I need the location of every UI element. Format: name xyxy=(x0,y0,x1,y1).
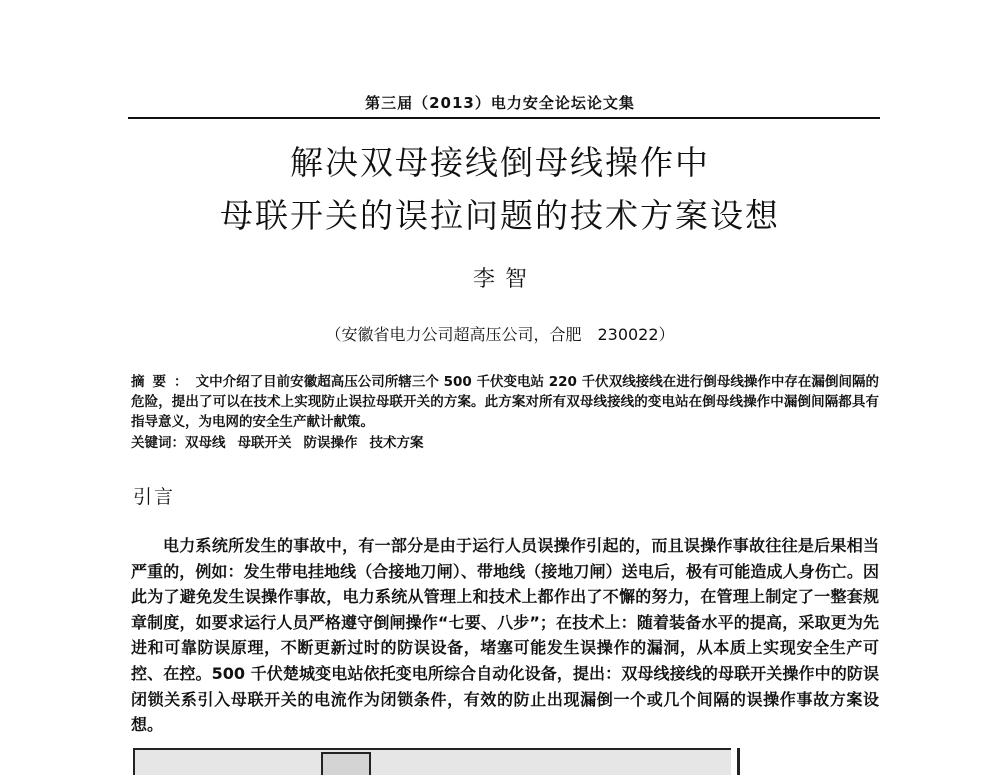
abstract xyxy=(131,372,879,432)
keyword-term: 母联开关 xyxy=(237,435,292,451)
keyword-term: 防误操作 xyxy=(303,435,358,451)
introduction-paragraph: 电力系统所发生的事故中，有一部分是由于运行人员误操作引起的，而且误操作事故往往是后果相当严重的，例如：发生带电挂地线（合接地刀闸）、带地线（接地刀闸）送电后，极有可能造成人身伤亡。因此为了避免发生误操作事故，电力系统从管理上和技术上都作出了不懈的努力，在管理上制定了一整套规章制度，如要求运行人员严格遵守倒闸操作“七要、八步”；在技术上：随着装备水平的提高，采取更为先进和可靠防误原理，不断更新过时的防误设备，堵塞可能发生误操作的漏洞，从本质上实现安全生产可控、在控。500 千伏楚城变电站依托变电所综合自动化设备，提出：双母线接线的母联开关操作中的防误闭锁关系引入母联开关的电流作为闭锁条件，有效的防止出现漏倒一个或几个间隔的误操作事故方案设想。 xyxy=(131,536,879,735)
author-name: 李智 xyxy=(472,267,537,292)
abstract-label: 摘要： xyxy=(131,374,196,390)
keyword-term: 双母线 xyxy=(185,435,226,451)
paper-title-line-2: 母联开关的误拉问题的技术方案设想 xyxy=(220,196,780,235)
figure-side-post xyxy=(737,748,740,775)
figure-top-edge xyxy=(133,748,743,775)
author-affiliation: （安徽省电力公司超高压公司，合肥 230022） xyxy=(325,325,675,344)
section-heading-introduction: 引言 xyxy=(133,486,176,508)
keywords xyxy=(131,433,879,453)
abstract-text: 文中介绍了目前安徽超高压公司所辖三个 500 千伏变电站 220 千伏双线接线在进行倒母线操作中存在漏倒间隔的危险，提出了可以在技术上实现防止误拉母联开关的方案。此方案对所有双母线接线的变电站在倒母线操作中漏倒间隔都具有指导意义，为电网的安全生产献计献策。 xyxy=(131,374,880,430)
keyword-term: 技术方案 xyxy=(369,435,424,451)
figure-inner-box xyxy=(321,752,371,775)
keywords-label: 关键词： xyxy=(131,435,185,451)
paper-title-line-1: 解决双母接线倒母线操作中 xyxy=(290,143,710,182)
running-header: 第三届（2013）电力安全论坛论文集 xyxy=(365,94,635,112)
figure-frame xyxy=(133,748,731,775)
header-divider xyxy=(128,117,880,119)
